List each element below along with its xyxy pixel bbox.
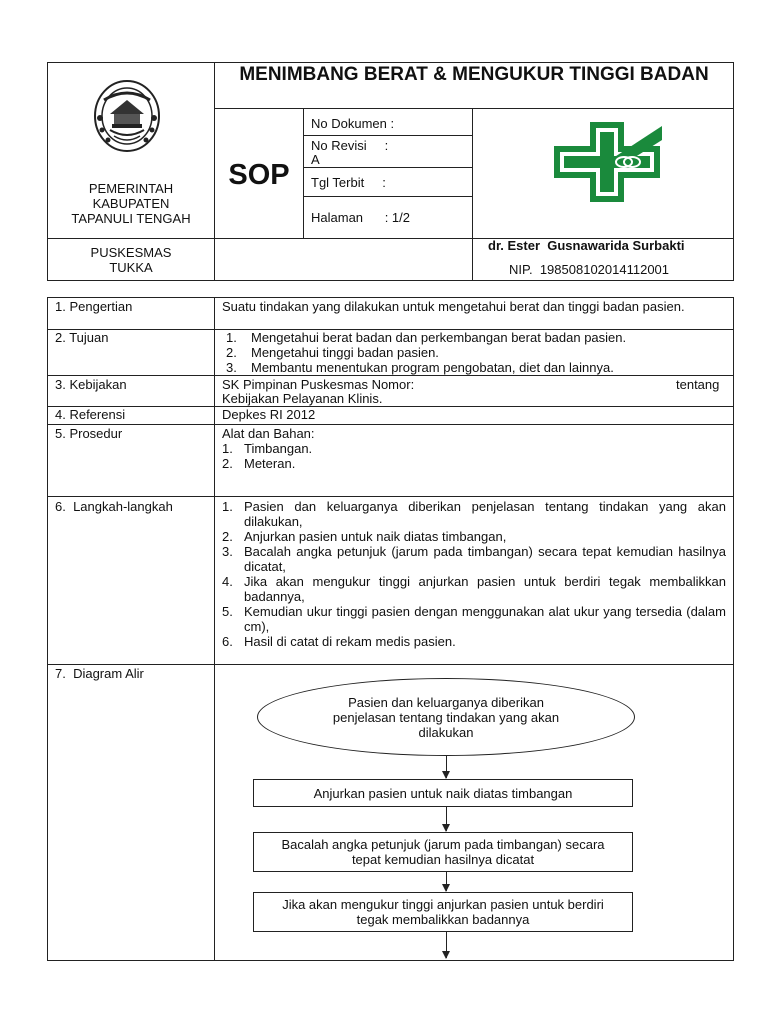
flow-arrow (446, 756, 447, 778)
content-divider (47, 664, 734, 665)
header-divider (214, 108, 734, 109)
list-item (222, 544, 726, 574)
kebijakan-line: Kebijakan Pelayanan Klinis. (222, 391, 383, 406)
list-number: 1. (226, 330, 237, 345)
list-text: Jika akan mengukur tinggi anjurkan pasien untuk berdiri tegak membalikkan badannya, (244, 574, 726, 604)
list-number: 3. (222, 544, 233, 559)
content-divider (47, 406, 734, 407)
content-divider (214, 297, 215, 961)
page-number-label: Halaman : 1/2 (311, 210, 410, 225)
flow-step (253, 892, 633, 932)
signer-nip: NIP. 198508102014112001 (509, 262, 670, 277)
section-label-pengertian: 1. Pengertian (55, 299, 133, 314)
org-line: TAPANULI TENGAH (71, 211, 191, 226)
flow-start-text: Pasien dan keluarganya diberikan penjelasan tentang tindakan yang akan dilakukan (332, 694, 560, 740)
sop-label (216, 158, 302, 192)
list-number: 2. (222, 529, 233, 544)
list-number: 5. (222, 604, 233, 619)
revision-label: No Revisi : (311, 138, 389, 153)
puskesmas-cross-logo-icon (552, 120, 662, 204)
unit-line: PUSKESMAS (90, 245, 172, 260)
section-label-referensi: 4. Referensi (55, 407, 126, 422)
page-title (216, 64, 732, 85)
content-divider (47, 375, 734, 376)
list-text: Timbangan. (244, 441, 313, 456)
list-text: Anjurkan pasien untuk naik diatas timbangan, (244, 529, 507, 544)
list-text: Bacalah angka petunjuk (jarum pada timbangan) secara tepat kemudian hasilnya dicatat, (244, 544, 726, 574)
list-number: 2. (222, 456, 233, 471)
unit-line: TUKKA (109, 260, 153, 275)
tujuan-list (226, 330, 722, 375)
pengertian-text: Suatu tindakan yang dilakukan untuk mengetahui berat dan tinggi badan pasien. (222, 299, 685, 314)
flow-step (253, 832, 633, 872)
list-item (222, 529, 726, 544)
flow-step-text: Jika akan mengukur tinggi anjurkan pasien untuk berdiri tegak membalikkan badannya (282, 897, 604, 927)
unit-name (48, 245, 214, 275)
flow-arrow (446, 932, 447, 958)
list-item (226, 360, 722, 375)
list-text: Meteran. (244, 456, 296, 471)
header-divider (472, 108, 473, 281)
list-number: 1. (222, 441, 233, 456)
list-text: Mengetahui tinggi badan pasien. (251, 345, 439, 360)
flow-step-text: Bacalah angka petunjuk (jarum pada timbangan) secara tepat kemudian hasilnya dicatat (281, 837, 605, 867)
content-divider (47, 496, 734, 497)
prosedur-intro: Alat dan Bahan: (222, 426, 315, 441)
langkah-list (222, 499, 726, 649)
issue-date-label: Tgl Terbit : (311, 175, 386, 190)
kebijakan-line: SK Pimpinan Puskesmas Nomor: (222, 377, 415, 392)
list-item (222, 634, 726, 649)
list-item (222, 604, 726, 634)
list-item (222, 456, 622, 471)
kabupaten-emblem-icon (92, 78, 162, 154)
header-divider (303, 196, 472, 197)
list-number: 4. (222, 574, 233, 589)
section-label-langkah: 6. Langkah-langkah (55, 499, 173, 514)
section-label-diagram: 7. Diagram Alir (55, 666, 144, 681)
list-number: 3. (226, 360, 237, 375)
header-divider (303, 135, 472, 136)
referensi-text: Depkes RI 2012 (222, 407, 316, 422)
content-divider (47, 424, 734, 425)
list-text: Membantu menentukan program pengobatan, diet dan lainnya. (251, 360, 614, 375)
list-text: Pasien dan keluarganya diberikan penjelasan tentang tindakan yang akan dilakukan, (244, 499, 726, 529)
list-number: 6. (222, 634, 233, 649)
signer-name: dr. Ester Gusnawarida Surbakti (488, 238, 685, 253)
kebijakan-line-right: tentang (676, 377, 720, 392)
list-item (222, 499, 726, 529)
prosedur-list (222, 441, 622, 471)
section-label-prosedur: 5. Prosedur (55, 426, 123, 441)
org-name (48, 181, 214, 226)
section-label-kebijakan: 3. Kebijakan (55, 377, 127, 392)
doc-number-label: No Dokumen : (311, 116, 395, 131)
revision-value: A (311, 152, 320, 167)
list-number: 1. (222, 499, 233, 514)
header-divider (303, 108, 304, 238)
list-text: Mengetahui berat badan dan perkembangan berat badan pasien. (251, 330, 627, 345)
header-divider (214, 62, 215, 281)
title-text: MENIMBANG BERAT & MENGUKUR TINGGI BADAN (239, 64, 709, 85)
flow-step-text: Anjurkan pasien untuk naik diatas timbangan (313, 785, 573, 801)
list-text: Hasil di catat di rekam medis pasien. (244, 634, 456, 649)
list-text: Kemudian ukur tinggi pasien dengan menggunakan alat ukur yang tersedia (dalam cm), (244, 604, 726, 634)
list-item (226, 330, 722, 345)
header-divider (303, 167, 472, 168)
org-line: PEMERINTAH (88, 181, 174, 196)
list-item (222, 441, 622, 456)
flow-arrow (446, 807, 447, 831)
flow-step (253, 779, 633, 807)
flow-arrow (446, 872, 447, 891)
flow-start-ellipse (257, 678, 635, 756)
list-item (222, 574, 726, 604)
sop-text: SOP (228, 159, 290, 191)
section-label-tujuan: 2. Tujuan (55, 330, 109, 345)
list-item (226, 345, 722, 360)
list-number: 2. (226, 345, 237, 360)
org-line: KABUPATEN (92, 196, 170, 211)
